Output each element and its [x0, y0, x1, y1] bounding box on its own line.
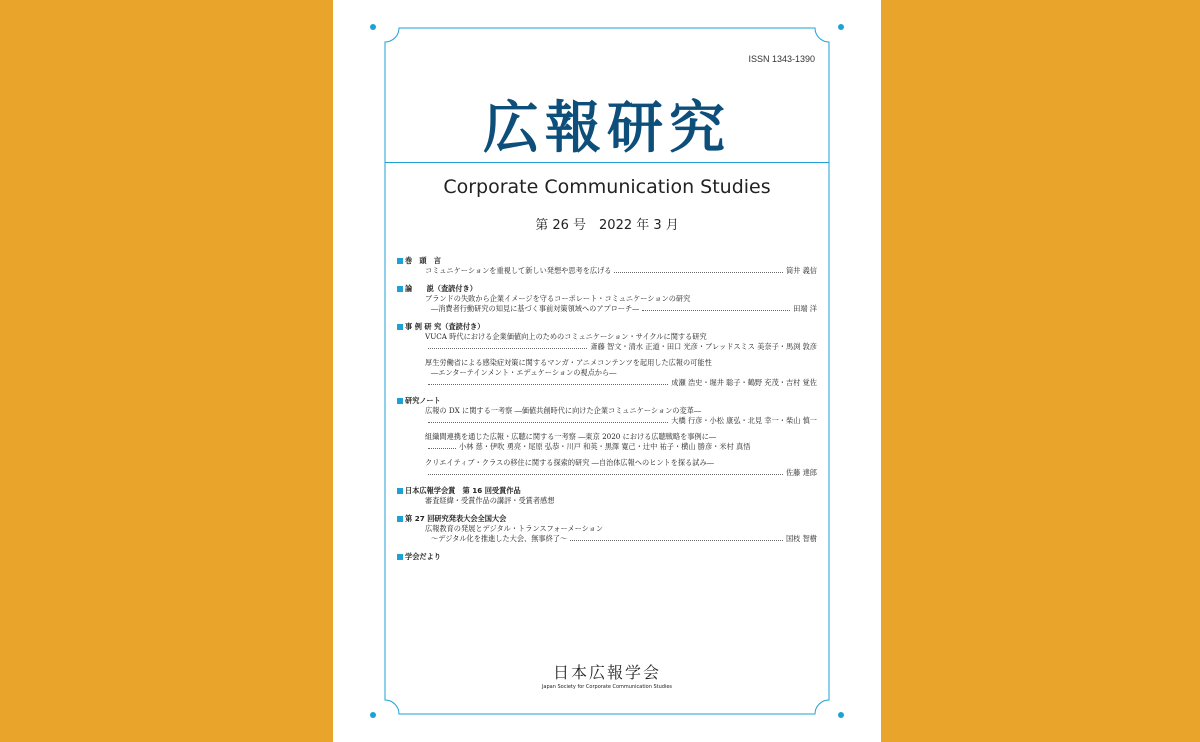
corner-dot-tl [370, 24, 376, 30]
issn-number: ISSN 1343-1390 [748, 54, 815, 64]
toc-author: 成瀬 浩史・堀井 聡子・鶴野 充茂・吉村 覚佐 [671, 378, 817, 387]
publisher-name: 日本広報学会 [552, 663, 661, 682]
toc-author: 小林 慈・伊吹 勇亮・尾原 弘恭・川戸 和英・黒澤 寛己・辻中 祐子・横山 勝彦・米村 真悟 [459, 442, 751, 451]
journal-title: 広報研究 [483, 95, 731, 161]
toc-section-heading: 研究ノート [405, 396, 441, 405]
journal-cover [333, 0, 881, 742]
toc-section-heading: 巻 頭 言 [405, 256, 441, 265]
toc-section-heading: 第 27 回研究発表大会全国大会 [405, 514, 507, 523]
toc-entry: コミュニケーションを重視して新しい発想や思考を広げる 筒井 義信 [425, 266, 817, 275]
publisher-name-en: Japan Society for Corporate Communication Studies [541, 684, 673, 690]
toc-section-heading: 事 例 研 究（査読付き） [405, 322, 485, 331]
toc-section-heading: 日本広報学会賞 第 16 回受賞作品 [405, 486, 521, 495]
toc-author: 大橋 行彦・小松 康弘・北見 幸一・柴山 慎一 [671, 416, 817, 425]
toc-entry: ブランドの失敗から企業イメージを守るコーポレート・コミュニケーションの研究 ―消費者行動研究の知見に基づく事前対策領域へのアプローチ― 田端 洋 [425, 294, 817, 313]
section-marker-icon [397, 398, 403, 404]
toc-entry: VUCA 時代における企業価値向上のためのコミュニケーション・サイクルに関する研究 斎藤 智文・清水 正道・田口 光彦・ブレッドスミス 美奈子・馬渕 敦彦 [425, 332, 817, 351]
toc-entry: 審査経緯・受賞作品の講評・受賞者感想 [425, 496, 555, 505]
toc-section-heading: 論 説（査読付き） [405, 284, 477, 293]
toc-entry: 厚生労働省による感染症対策に関するマンガ・アニメコンテンツを起用した広報の可能性 ―エンターテインメント・エデュケーションの視点から― 成瀬 浩史・堀井 聡子・鶴野 充茂・吉村 覚佐 [425, 358, 817, 387]
toc-entry: 広報の DX に関する一考察 ―価値共創時代に向けた企業コミュニケーションの変革― 大橋 行彦・小松 康弘・北見 幸一・柴山 慎一 [425, 406, 817, 425]
section-marker-icon [397, 554, 403, 560]
section-marker-icon [397, 516, 403, 522]
journal-subtitle: Corporate Communication Studies [443, 176, 771, 198]
publisher-logo [333, 660, 881, 690]
corner-dot-tr [838, 24, 844, 30]
toc-author: 佐藤 達郎 [785, 468, 817, 477]
issue-number: 第 26 号 2022 年 3 月 [535, 218, 679, 233]
corner-dot-br [838, 712, 844, 718]
toc-section [397, 256, 817, 276]
table-of-contents [397, 256, 817, 562]
title-rule [385, 162, 829, 163]
toc-section [397, 552, 817, 562]
toc-section [397, 396, 817, 478]
toc-author: 田端 洋 [793, 304, 817, 313]
toc-entry: 広報教育の発展とデジタル・トランスフォーメーション ～デジタル化を推進した大会、無事終了～ 国枝 智樹 [425, 524, 817, 543]
toc-section [397, 514, 817, 544]
toc-section [397, 284, 817, 314]
section-marker-icon [397, 488, 403, 494]
toc-author: 斎藤 智文・清水 正道・田口 光彦・ブレッドスミス 美奈子・馬渕 敦彦 [590, 342, 817, 351]
toc-entry: クリエイティブ・クラスの移住に関する探索的研究 ―自治体広報へのヒントを探る試み― 佐藤 達郎 [425, 458, 817, 477]
toc-author: 筒井 義信 [785, 266, 817, 275]
toc-section-heading: 学会だより [405, 552, 441, 561]
section-marker-icon [397, 286, 403, 292]
corner-dot-bl [370, 712, 376, 718]
toc-section [397, 322, 817, 388]
section-marker-icon [397, 324, 403, 330]
toc-section [397, 486, 817, 506]
toc-entry: 組織間連携を通じた広報・広聴に関する一考察 ―東京 2020 における広聴戦略を事例に― 小林 慈・伊吹 勇亮・尾原 弘恭・川戸 和英・黒澤 寛己・辻中 祐子・横山 勝彦・米村 真悟 [425, 432, 751, 451]
toc-author: 国枝 智樹 [785, 534, 817, 543]
section-marker-icon [397, 258, 403, 264]
